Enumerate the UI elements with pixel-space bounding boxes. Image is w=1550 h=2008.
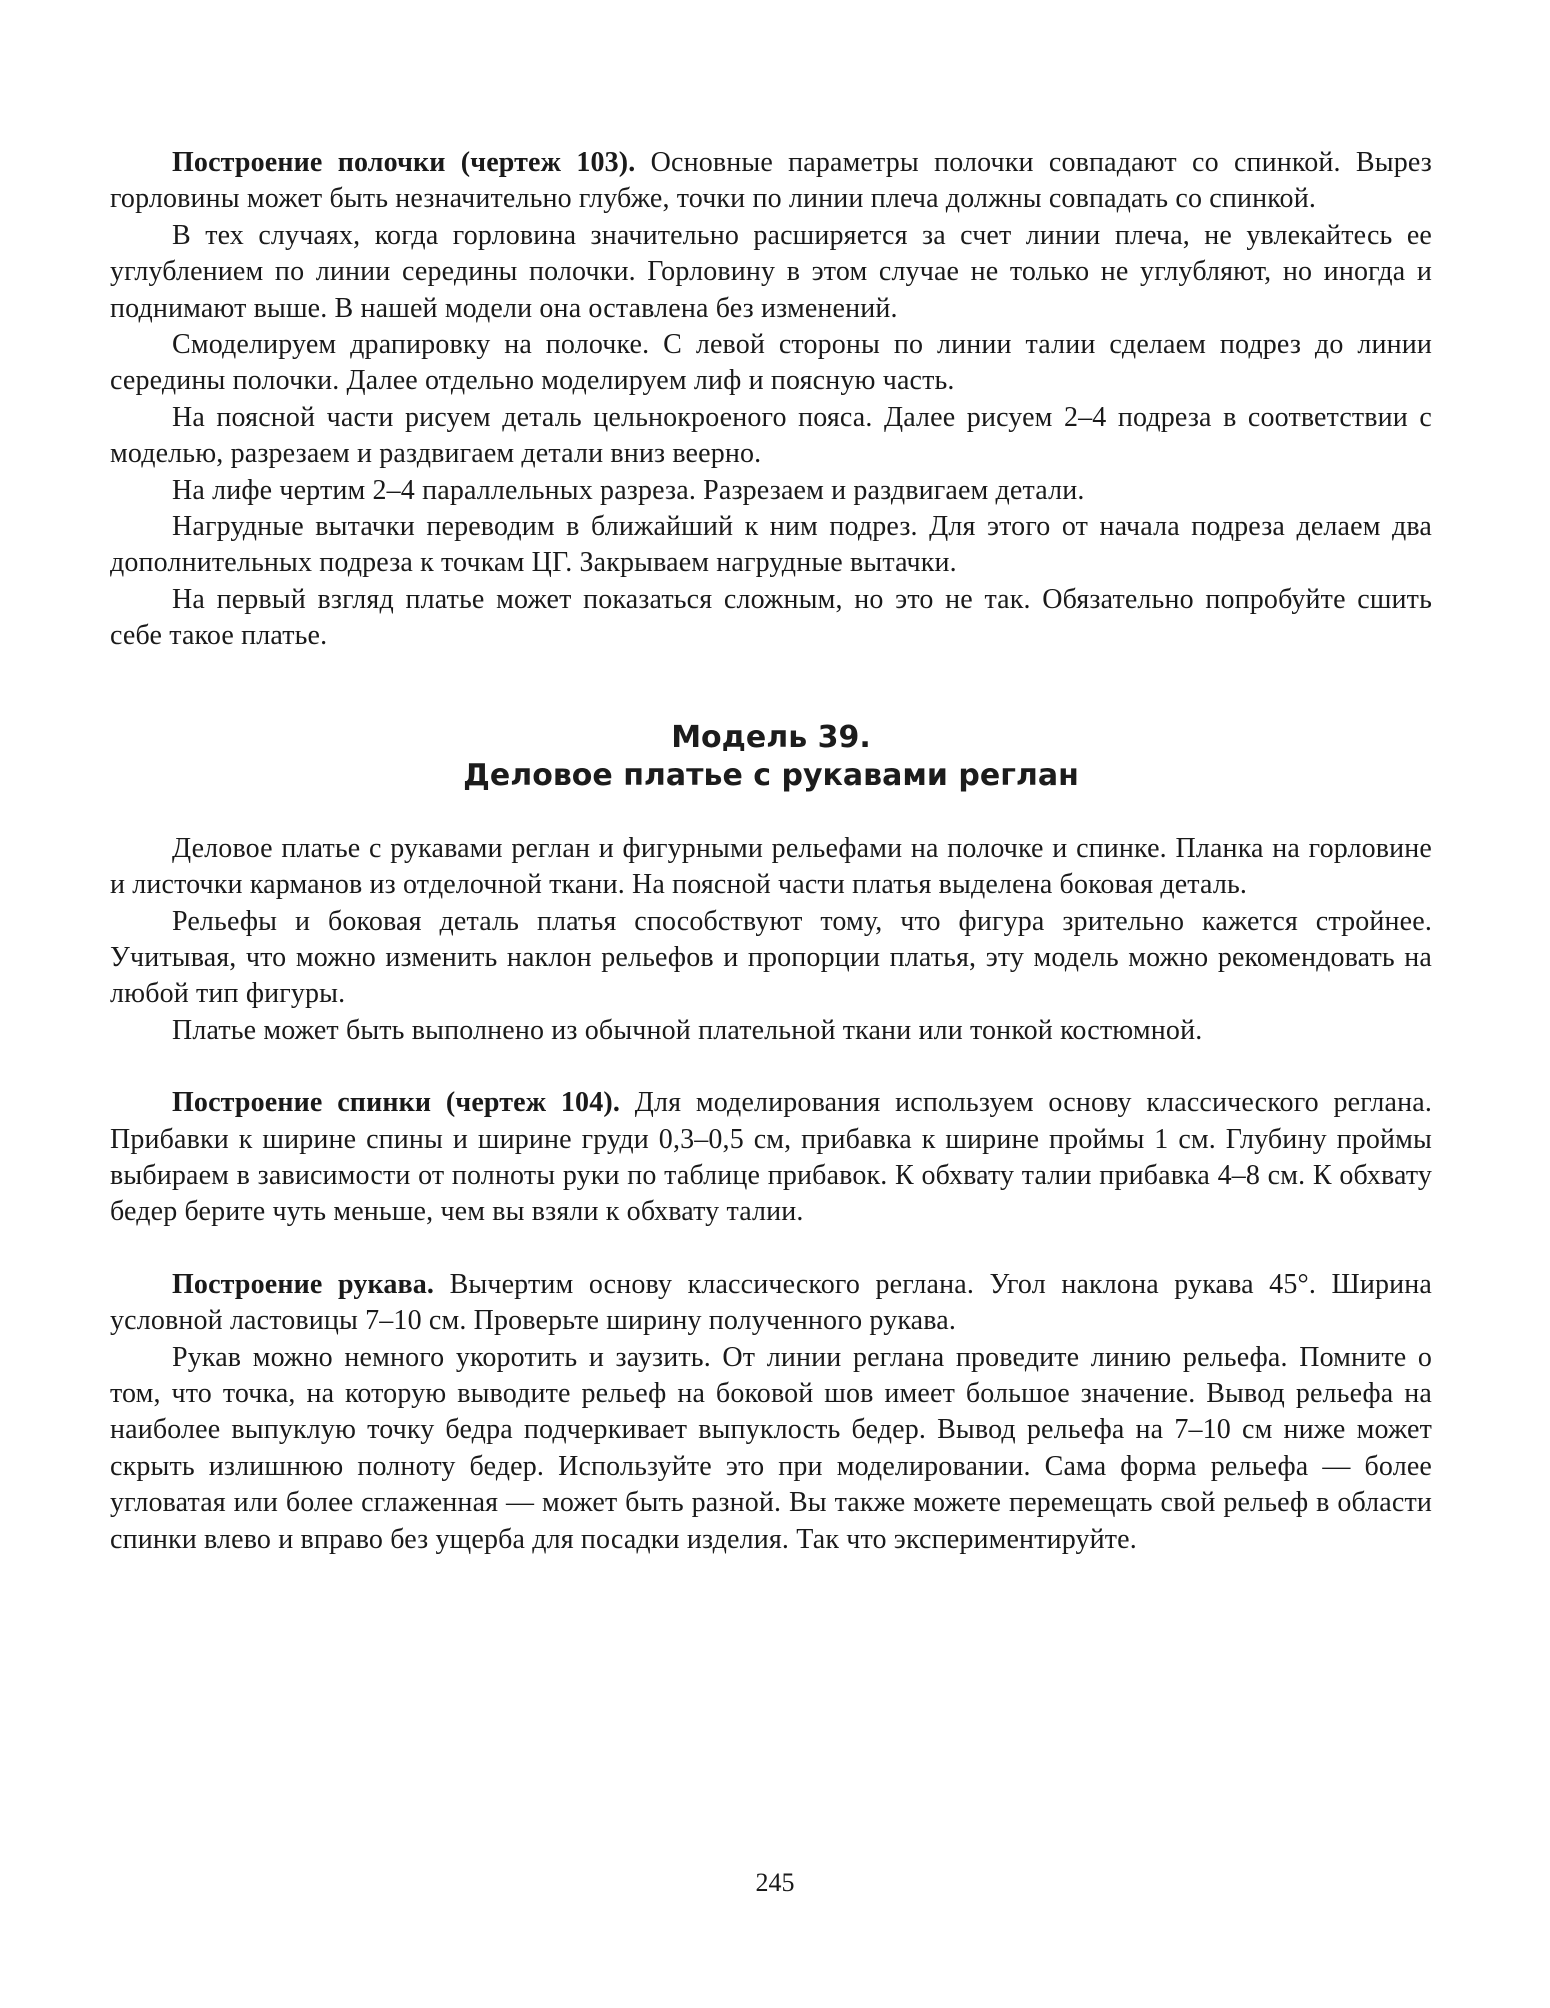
paragraph-text: Вычертим основу классического реглана. Угол наклона рукава 45°. Ширина условной ластовицы 7–10 см. Проверьте ширину полученного рукава. bbox=[110, 1268, 1432, 1337]
paragraph-front-construction bbox=[110, 145, 1432, 218]
heading-inline-back-construction: Построение спинки (чертеж 104). bbox=[172, 1087, 620, 1119]
paragraph-conclusion: На первый взгляд платье может показаться сложным, но это не так. Обязательно попробуйте сшить себе такое платье. bbox=[110, 583, 1432, 652]
spacer bbox=[110, 795, 1432, 831]
heading-inline-sleeve-construction: Построение рукава. bbox=[172, 1268, 435, 1300]
spacer bbox=[110, 1231, 1432, 1267]
paragraph-sleeve-relief: Рукав можно немного укоротить и заузить. От линии реглана проведите линию рельефа. Помните о том, что точка, на которую выводите рельеф на боковой шов имеет большое значение. Вывод рельефа на наиболее выпуклую точку бедра подчеркивает выпуклость бедер. Вывод рельефа на 7–10 см ниже может скрыть излишнюю полноту бедер. Используйте это при моделировании. Сама форма рельефа — более угловатая или более сглаженная — может быть разной. Вы также можете перемещать свой рельеф в области спинки влево и вправо без ущерба для посадки изделия. Так что экспериментируйте. bbox=[110, 1341, 1432, 1555]
paragraph-text: Основные параметры полочки совпадают со спинкой. Вырез горловины может быть незначительно глубже, точки по линии плеча должны совпадать со спинкой. bbox=[110, 147, 1432, 215]
paragraph-back-construction bbox=[110, 1085, 1432, 1231]
paragraph-neckline: В тех случаях, когда горловина значительно расширяется за счет линии плеча, не увлекайтесь ее углублением по линии середины полочки. Горловину в этом случае не только не углубляют, но иногда и поднимают выше. В нашей модели она оставлена без изменений. bbox=[110, 219, 1432, 324]
paragraph-drapery: Смоделируем драпировку на полочке. С левой стороны по линии талии сделаем подрез до линии середины полочки. Далее отдельно моделируем лиф и поясную часть. bbox=[110, 329, 1432, 397]
spacer bbox=[110, 1049, 1432, 1085]
paragraph-bodice: На лифе чертим 2–4 параллельных разреза. Разрезаем и раздвигаем детали. bbox=[172, 474, 1085, 506]
model-name: Деловое платье с рукавами реглан bbox=[463, 757, 1079, 793]
page-number: 245 bbox=[755, 1868, 795, 1897]
paragraph-model-description: Деловое платье с рукавами реглан и фигурными рельефами на полочке и спинке. Планка на горловине и листочки карманов из отделочной ткани. На поясной части платья выделена боковая деталь. bbox=[110, 832, 1432, 901]
heading-inline-front-construction: Построение полочки (чертеж 103). bbox=[172, 147, 636, 178]
paragraph-reliefs: Рельефы и боковая деталь платья способствуют тому, что фигура зрительно кажется стройнее. Учитывая, что можно изменить наклон рельефов и пропорции платья, эту модель можно рекомендовать на любой тип фигуры. bbox=[110, 905, 1432, 1010]
page-content bbox=[110, 145, 1432, 1558]
spacer bbox=[110, 655, 1432, 719]
paragraph-darts: Нагрудные вытачки переводим в ближайший к ним подрез. Для этого от начала подреза делаем два дополнительных подреза к точкам ЦГ. Закрываем нагрудные вытачки. bbox=[110, 511, 1432, 579]
model-number: Модель 39. bbox=[671, 719, 871, 755]
paragraph-fabric: Платье может быть выполнено из обычной плательной ткани или тонкой костюмной. bbox=[172, 1014, 1203, 1046]
paragraph-text: Для моделирования используем основу классического реглана. Прибавки к ширине спины и ширине груди 0,3–0,5 см, прибавка к ширине проймы 1 см. Глубину проймы выбираем в зависимости от полноты руки по таблице прибавок. К обхвату талии прибавка 4–8 см. К обхвату бедер берите чуть меньше, чем вы взяли к обхвату талии. bbox=[110, 1087, 1432, 1228]
model-title bbox=[110, 719, 1432, 795]
paragraph-waist-part: На поясной части рисуем деталь цельнокроеного пояса. Далее рисуем 2–4 подреза в соответствии с моделью, разрезаем и раздвигаем детали вниз веерно. bbox=[110, 401, 1432, 470]
paragraph-sleeve-construction bbox=[110, 1267, 1432, 1340]
